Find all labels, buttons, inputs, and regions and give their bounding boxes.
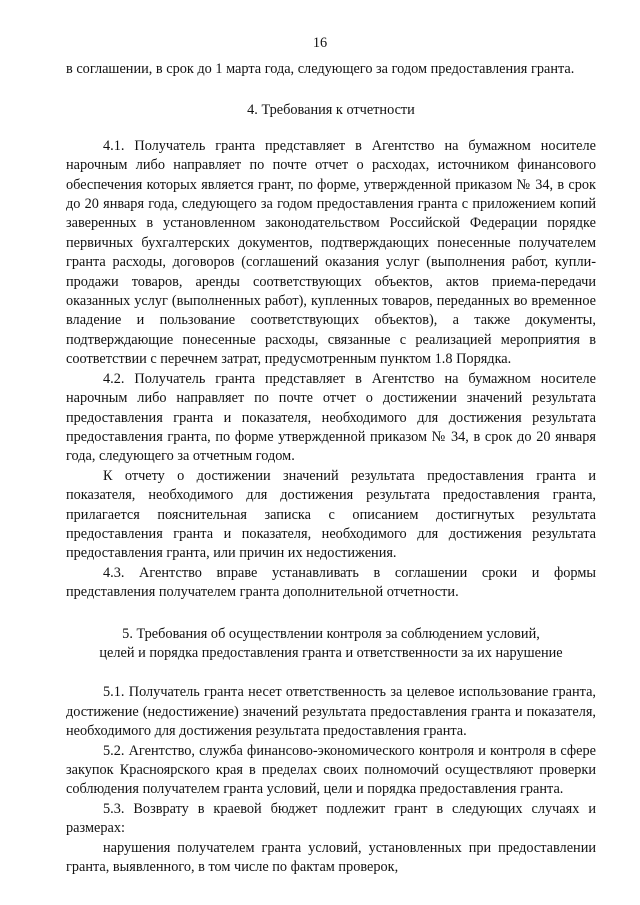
intro-paragraph: в соглашении, в срок до 1 марта года, следующего за годом предоставления гранта.	[66, 61, 575, 77]
section-5-heading-line-1: 5. Требования об осуществлении контроля за соблюдением условий,	[122, 625, 540, 642]
page-number: 16	[312, 35, 328, 51]
paragraph-4-2-attachment: К отчету о достижении значений результата предоставления гранта и показателя, необходимого для достижения результата предоставления гранта, прилагается пояснительная записка с описанием достигнутых результата предоставления гранта и показателя, необходимого для достижения результата предоставления гранта, или причин их недостижения.	[66, 467, 596, 562]
paragraph-5-3-violation: нарушения получателем гранта условий, установленных при предоставлении гранта, выявленного, в том числе по фактам проверок,	[66, 839, 596, 876]
paragraph-5-1: 5.1. Получатель гранта несет ответственность за целевое использование гранта, достижение (недостижение) значений результата предоставления гранта и показателя, необходимого для достижения результата предоставления гранта.	[66, 684, 596, 740]
paragraph-4-3: 4.3. Агентство вправе устанавливать в соглашении сроки и формы представления получателем гранта дополнительной отчетности.	[66, 564, 596, 601]
paragraph-4-2: 4.2. Получатель гранта представляет в Агентство на бумажном носителе нарочным либо направляет по почте отчет о достижении значений результата предоставления гранта и показателя, необходимого для достижения результата предоставления гранта, по форме утвержденной приказом № 34, в срок до 20 января года, следующего за отчетным годом.	[66, 370, 596, 465]
paragraph-4-1: 4.1. Получатель гранта представляет в Агентство на бумажном носителе нарочным либо направляет по почте отчет о расходах, источником финансового обеспечения которых является грант, по форме, утвержденной приказом № 34, в срок до 20 января года, следующего за годом предоставления гранта с приложением копий заверенных в установленном законодательством Российской Федерации порядке первичных бухгалтерских документов, подтверждающих понесенные получателем гранта расходы, договоров (соглашений оказания услуг (выполнения работ, купли-продажи товаров, аренды соответствующих объектов, актов приема-передачи оказанных услуг (выполненных работ), купленных товаров, переданных во временное владение и пользование соответствующих объектов), а также документы, подтверждающие понесенные расходы, связанные с реализацией мероприятия в соответствии с перечнем затрат, предусмотренным пунктом 1.8 Порядка.	[66, 137, 596, 368]
paragraph-5-2: 5.2. Агентство, служба финансово-экономического контроля и контроля в сфере закупок Красноярского края в пределах своих полномочий осуществляют проверки соблюдения получателем гранта условий, цели и порядка предоставления гранта.	[66, 742, 596, 798]
section-5-heading-line-2: целей и порядка предоставления гранта и ответственности за их нарушение	[99, 644, 563, 661]
section-4-heading: 4. Требования к отчетности	[247, 102, 415, 119]
document-body	[66, 60, 596, 877]
section-5	[66, 625, 596, 878]
paragraph-5-3: 5.3. Возврату в краевой бюджет подлежит грант в следующих случаях и размерах:	[66, 800, 596, 837]
section-4	[66, 101, 596, 602]
